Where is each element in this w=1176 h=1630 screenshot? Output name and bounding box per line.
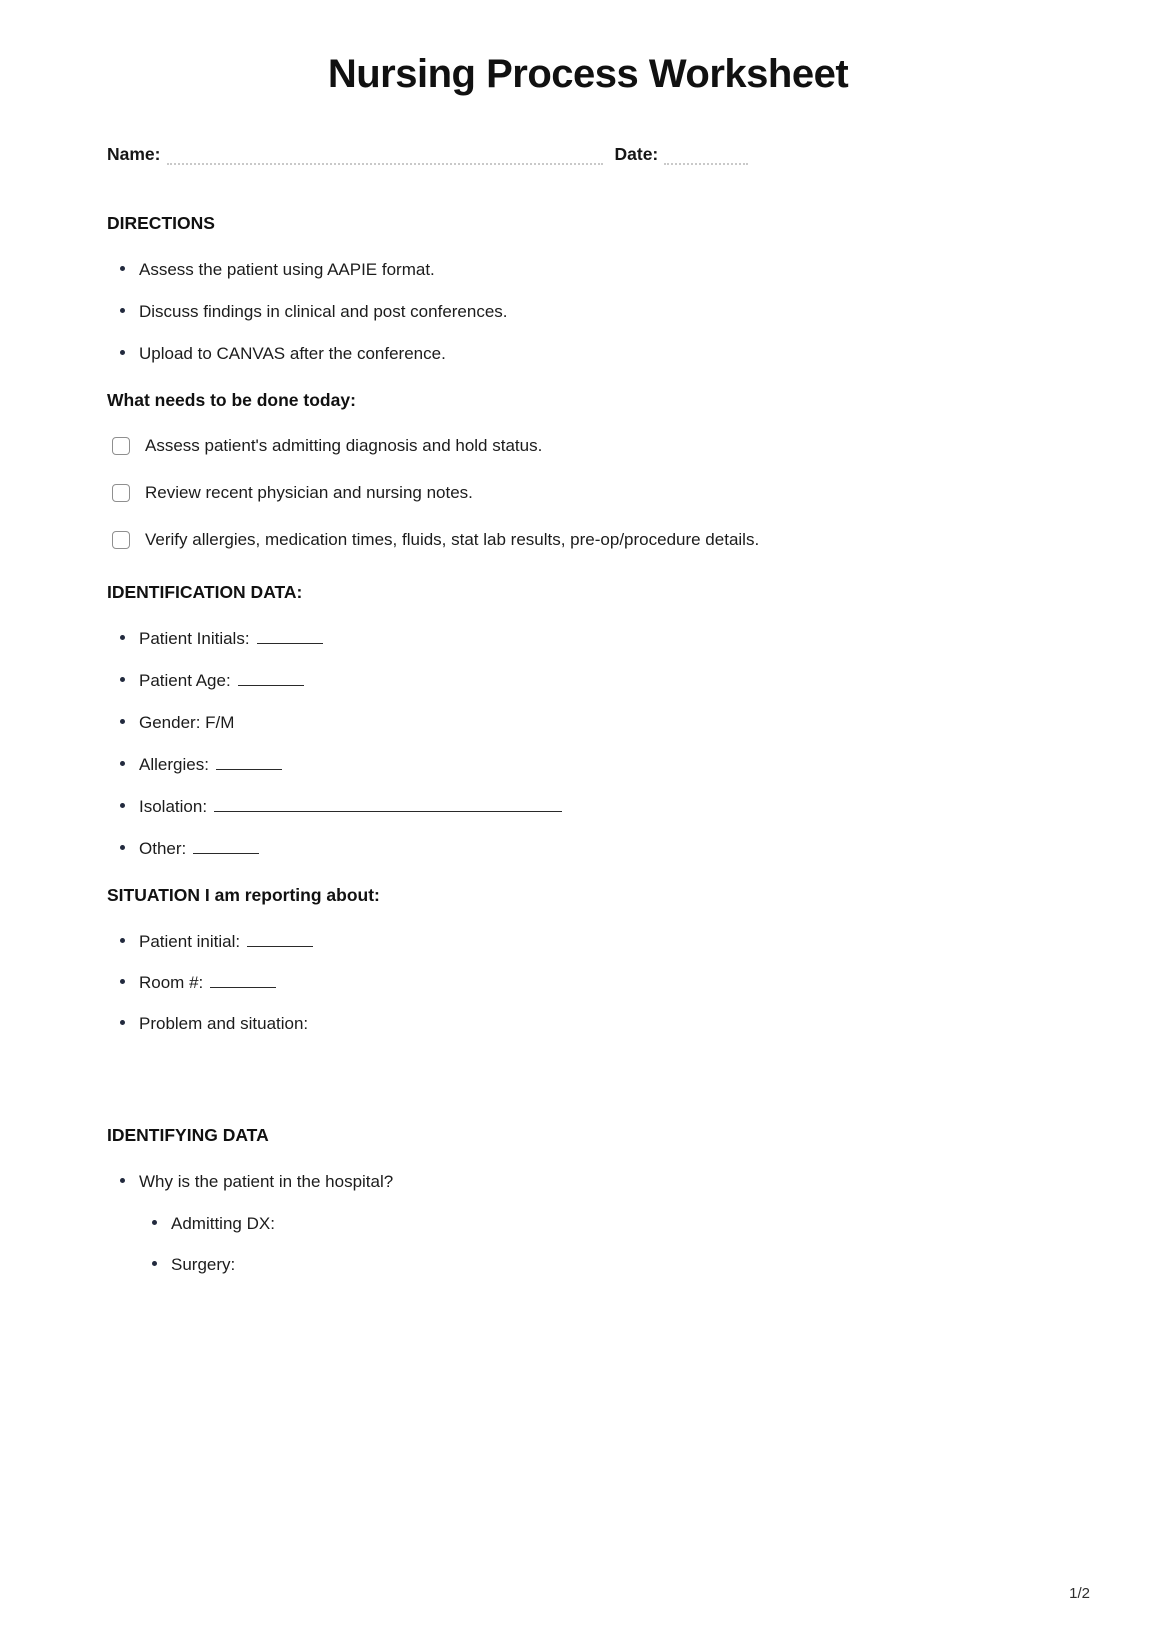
todo-checkbox-item [112, 530, 1176, 549]
fill-in-line[interactable] [257, 629, 323, 644]
identification-item [120, 671, 1176, 690]
bullet-icon [120, 1178, 125, 1183]
identification-item [120, 755, 1176, 774]
name-label: Name: [107, 144, 161, 164]
field-label: Patient initial: [139, 932, 241, 951]
checkbox-label: Review recent physician and nursing notes. [145, 483, 473, 502]
bullet-icon [120, 761, 125, 766]
identification-heading: IDENTIFICATION DATA: [107, 582, 303, 602]
situation-item [120, 1014, 1176, 1033]
bullet-icon [152, 1220, 157, 1225]
bullet-text: Why is the patient in the hospital? [139, 1172, 394, 1191]
identification-item [120, 797, 1176, 816]
fill-in-line[interactable] [216, 755, 282, 770]
bullet-icon [120, 719, 125, 724]
bullet-icon [120, 845, 125, 850]
checkbox-label: Assess patient's admitting diagnosis and hold status. [145, 436, 543, 455]
directions-bullet-item [120, 344, 1176, 363]
identification-item [120, 713, 1176, 732]
fill-in-line[interactable] [247, 932, 313, 947]
todo-heading: What needs to be done today: [107, 390, 356, 410]
directions-bullet-item [120, 260, 1176, 279]
field-label: Problem and situation: [139, 1014, 309, 1033]
bullet-text: Assess the patient using AAPIE format. [139, 260, 435, 279]
fill-in-line[interactable] [238, 671, 304, 686]
bullet-icon [120, 635, 125, 640]
bullet-icon [152, 1261, 157, 1266]
field-label: Patient Initials: [139, 629, 250, 648]
date-label: Date: [614, 144, 659, 164]
field-label: Room #: [139, 973, 204, 992]
field-label: Patient Age: [139, 671, 231, 690]
identifying-heading: IDENTIFYING DATA [107, 1125, 269, 1145]
identification-item [120, 839, 1176, 858]
bullet-icon [120, 350, 125, 355]
bullet-text: Surgery: [171, 1255, 236, 1274]
bullet-icon [120, 803, 125, 808]
identification-item [120, 629, 1176, 648]
fill-in-line[interactable] [193, 839, 259, 854]
bullet-icon [120, 938, 125, 943]
bullet-icon [120, 677, 125, 682]
name-input-line[interactable] [167, 143, 603, 165]
directions-bullet-item [120, 302, 1176, 321]
bullet-icon [120, 1020, 125, 1025]
bullet-icon [120, 979, 125, 984]
field-label: Allergies: [139, 755, 209, 774]
bullet-icon [120, 266, 125, 271]
situation-item [120, 932, 1176, 951]
identifying-sub-bullet-item [152, 1214, 1176, 1233]
situation-item [120, 973, 1176, 992]
date-input-line[interactable] [664, 143, 748, 165]
name-date-row [107, 143, 1086, 165]
checkbox-icon[interactable] [112, 437, 130, 455]
field-label: Gender: F/M [139, 713, 235, 732]
identifying-sub-bullet-item [152, 1255, 1176, 1274]
bullet-icon [120, 308, 125, 313]
directions-heading: DIRECTIONS [107, 213, 215, 233]
page-title: Nursing Process Worksheet [327, 52, 849, 96]
bullet-text: Upload to CANVAS after the conference. [139, 344, 446, 363]
fill-in-line[interactable] [210, 973, 276, 988]
checkbox-icon[interactable] [112, 531, 130, 549]
fill-in-line[interactable] [214, 797, 562, 812]
checkbox-icon[interactable] [112, 484, 130, 502]
identifying-bullet-item [120, 1172, 1176, 1191]
checkbox-label: Verify allergies, medication times, fluids, stat lab results, pre-op/procedure details. [145, 530, 760, 549]
field-label: Isolation: [139, 797, 208, 816]
situation-heading: SITUATION I am reporting about: [107, 885, 380, 905]
field-label: Other: [139, 839, 187, 858]
bullet-text: Admitting DX: [171, 1214, 275, 1233]
todo-checkbox-item [112, 483, 1176, 502]
bullet-text: Discuss findings in clinical and post conferences. [139, 302, 508, 321]
todo-checkbox-item [112, 436, 1176, 455]
page-number: 1/2 [1069, 1585, 1090, 1602]
